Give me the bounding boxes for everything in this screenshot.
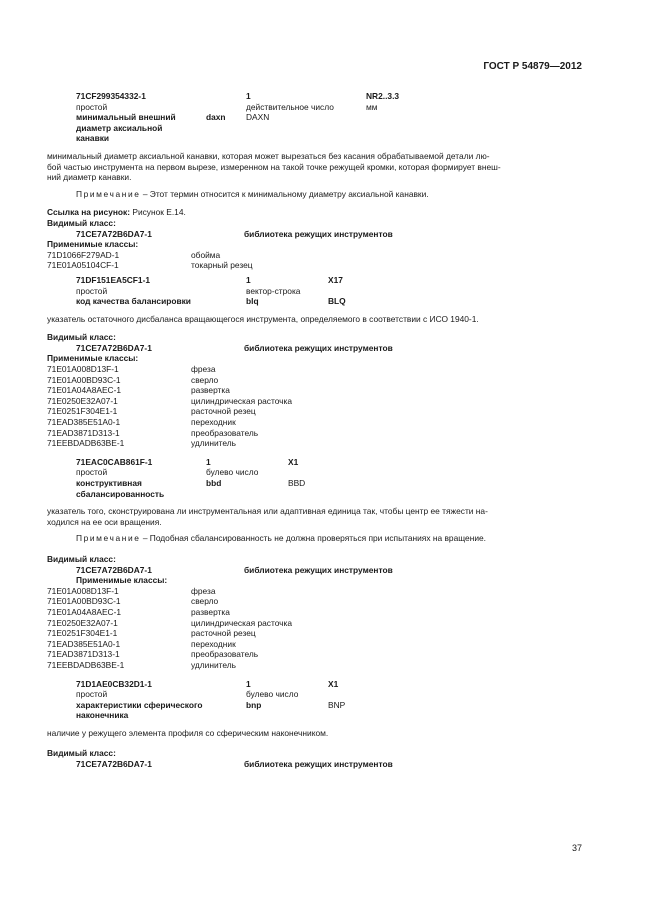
note-text: – Этот термин относится к минимальному диаметру аксиальной канавки. [142, 188, 429, 199]
property-id: 71CF299354332-1 [76, 91, 146, 101]
property-name-line: канавки [76, 133, 110, 144]
figure-reference [47, 207, 582, 218]
text-line: ходился на ее оси вращения. [47, 516, 162, 527]
note-label: Примечание [76, 533, 141, 544]
visible-class-label: Видимый класс: [47, 748, 116, 759]
property-id: 71D1AE0CB32D1-1 [76, 678, 152, 689]
class-row: 71E01A05104CF-1 токарный резец [47, 260, 253, 271]
class-row: 71EAD385E51A0-1 переходник [47, 638, 236, 649]
property-symbol: bnp [246, 699, 262, 710]
definition-paragraph: наличие у режущего элемента профиля со сферическим наконечником. [47, 727, 329, 738]
class-row: 71E01A008D13F-1 фреза [47, 585, 216, 596]
property-num: 1 [206, 456, 211, 467]
class-row: 71EEBDADB63BE-1 удлинитель [47, 659, 237, 670]
property-type: булево число [246, 689, 299, 700]
property-name-line: конструктивная [76, 478, 142, 488]
property-abbr: BLQ [328, 296, 346, 307]
property-unit: мм [366, 101, 378, 112]
text-line: ний диаметр канавки. [47, 172, 132, 183]
standard-header: ГОСТ Р 54879—2012 [483, 61, 582, 72]
property-code: NR2..3.3 [366, 91, 400, 101]
property-kind: простой [76, 285, 108, 296]
note-label: Примечание [76, 188, 141, 199]
property-entry-blq [76, 275, 582, 307]
note-text: – Подобная сбалансированность не должна проверяться при испытаниях на вращение. [142, 533, 486, 544]
visible-class-block [47, 332, 582, 449]
class-row: 71E0250E32A07-1 цилиндрическая расточка [47, 395, 293, 406]
library-name: библиотека режущих инструментов [244, 759, 393, 770]
text-line: минимальный диаметр аксиальной канавки, которая может вырезаться без касания обрабатываемой детали лю- [47, 150, 490, 161]
class-row: 71E01A04A8AEC-1 развертка [47, 385, 230, 396]
library-name: библиотека режущих инструментов [244, 342, 393, 353]
property-entry-bnp [76, 679, 582, 721]
definition-paragraph: указатель остаточного дисбаланса вращающегося инструмента, определяемого в соответствии с ИСО 1940-1. [47, 313, 479, 324]
applicable-classes-label: Применимые классы: [47, 239, 139, 250]
property-code: X1 [288, 456, 299, 467]
property-name-line: минимальный внешний [76, 112, 176, 123]
property-abbr: BNP [328, 699, 346, 710]
property-code: X17 [328, 274, 343, 285]
property-entry-bbd [76, 457, 582, 499]
property-id: 71EAC0CAB861F-1 [76, 456, 153, 467]
class-row: 71E01A00BD93C-1 сверло [47, 596, 219, 607]
library-name: библиотека режущих инструментов [244, 228, 393, 239]
text-line: бой частью инструмента на первом вырезе, измеренном на такой точке режущей кромки, которая формирует внеш- [47, 161, 501, 172]
visible-class-label: Видимый класс: [47, 332, 116, 343]
class-row: 71E0251F304E1-1 расточной резец [47, 628, 256, 639]
property-kind: простой [76, 101, 108, 112]
property-type: действительное число [246, 101, 334, 112]
visible-class-label: Видимый класс: [47, 553, 116, 564]
library-id: 71CE7A72B6DA7-1 [76, 759, 152, 770]
page-content [47, 91, 582, 770]
property-name-line: характеристики сферического [76, 699, 203, 710]
property-num: 1 [246, 91, 251, 101]
class-row: 71EAD385E51A0-1 переходник [47, 417, 236, 428]
class-row: 71EEBDADB63BE-1 удлинитель [47, 438, 237, 449]
property-symbol: blq [246, 296, 259, 307]
visible-class-block [47, 218, 582, 271]
class-row: 71D1066F279AD-1 обойма [47, 249, 221, 260]
text-line: указатель того, сконструирована ли инструментальная или адаптивная единица так, чтобы центр ее тяжести на- [47, 506, 488, 517]
property-name-line: диаметр аксиальной [76, 122, 163, 133]
class-row: 71E01A04A8AEC-1 развертка [47, 606, 230, 617]
ref-value: Рисунок Е.14. [132, 207, 186, 218]
applicable-classes-label: Применимые классы: [76, 575, 168, 586]
property-symbol: daxn [206, 112, 226, 123]
property-kind: простой [76, 467, 108, 478]
library-id: 71CE7A72B6DA7-1 [76, 342, 152, 353]
property-abbr: BBD [288, 478, 306, 488]
library-name: библиотека режущих инструментов [244, 564, 393, 575]
applicable-classes-label: Применимые классы: [47, 353, 139, 364]
property-id: 71DF151EA5CF1-1 [76, 274, 151, 285]
library-id: 71CE7A72B6DA7-1 [76, 228, 152, 239]
property-num: 1 [246, 274, 251, 285]
definition-paragraph [47, 506, 582, 527]
class-row: 71E0250E32A07-1 цилиндрическая расточка [47, 617, 293, 628]
visible-class-block [47, 748, 582, 769]
class-row: 71EAD3871D313-1 преобразователь [47, 649, 259, 660]
property-name: код качества балансировки [76, 296, 191, 307]
class-row: 71EAD3871D313-1 преобразователь [47, 427, 259, 438]
property-name-line: сбалансированность [76, 488, 165, 499]
property-num: 1 [246, 678, 251, 689]
property-abbr: DAXN [246, 112, 270, 123]
visible-class-label: Видимый класс: [47, 217, 116, 228]
class-row: 71E0251F304E1-1 расточной резец [47, 406, 256, 417]
property-type: вектор-строка [246, 285, 301, 296]
property-kind: простой [76, 689, 108, 700]
property-entry-daxn [76, 91, 582, 144]
property-symbol: bbd [206, 478, 222, 488]
ref-label: Ссылка на рисунок: [47, 207, 131, 218]
property-code: X1 [328, 678, 339, 689]
class-row: 71E01A008D13F-1 фреза [47, 364, 216, 375]
note [47, 533, 582, 544]
note [47, 189, 582, 200]
class-row: 71E01A00BD93C-1 сверло [47, 374, 219, 385]
library-id: 71CE7A72B6DA7-1 [76, 564, 152, 575]
page-number: 37 [571, 843, 582, 853]
visible-class-block [47, 554, 582, 671]
definition-paragraph [47, 151, 582, 183]
property-name-line: наконечника [76, 710, 129, 721]
property-type: булево число [206, 467, 259, 478]
